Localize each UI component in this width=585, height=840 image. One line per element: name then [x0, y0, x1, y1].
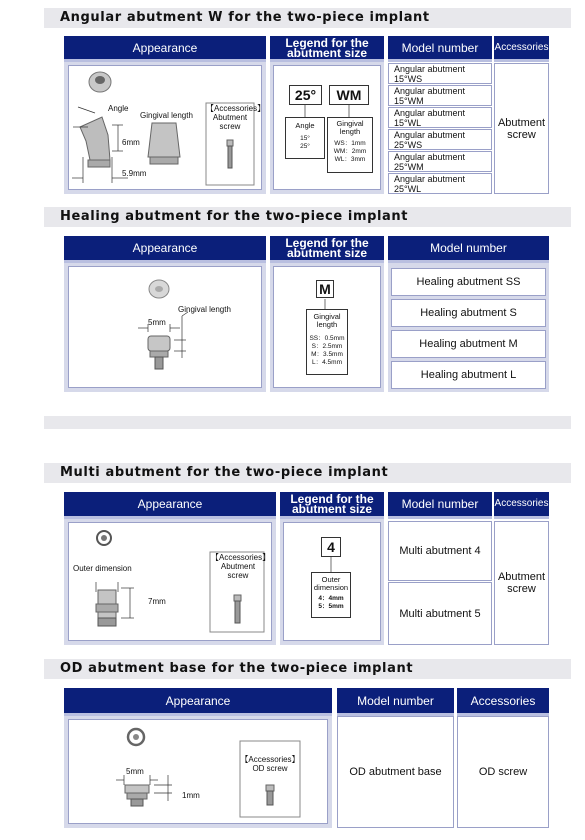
model-row: Healing abutment L [391, 361, 546, 389]
header-model: Model number [388, 492, 492, 519]
legend-outer-box [311, 572, 351, 618]
model-row: Multi abutment 4 [388, 521, 492, 581]
header-legend [270, 36, 384, 62]
legend-outer-title2: dimension [313, 583, 349, 592]
legend-gingival-box [306, 309, 348, 375]
label-5-9mm: 5.9mm [122, 169, 147, 178]
legend-symbol-angle: 25° [289, 85, 322, 105]
acc-line2: Abutment [220, 562, 256, 571]
model-row: Angular abutment 15°WM [388, 85, 492, 106]
label-1mm: 1mm [182, 791, 200, 800]
legend-angle-25: 25° [300, 143, 310, 150]
label-7mm: 7mm [148, 597, 166, 606]
label-gingival-length: Gingival length [140, 111, 193, 120]
label-outer-dimension: Outer dimension [73, 564, 132, 573]
section-title: Angular abutment W for the two-piece implant [60, 10, 430, 25]
section-title: Multi abutment for the two-piece implant [60, 465, 389, 480]
legend-gingival-box [327, 117, 373, 173]
acc-line1: 【Accessories】 [240, 755, 300, 764]
accessory-cell [494, 521, 549, 645]
legend-angle-15: 15° [300, 135, 310, 142]
model-od-abutment-base: OD abutment base [349, 766, 442, 778]
model-cell [337, 716, 454, 828]
accessories-box-label [206, 104, 266, 131]
legend-l: L：4.5mm [312, 359, 342, 366]
label-gingival-length: Gingival length [178, 305, 231, 314]
legend-gingival-title2: length [339, 127, 361, 136]
header-appearance: Appearance [64, 688, 332, 716]
header-legend-line2: abutment size [286, 45, 367, 60]
header-legend-line2: abutment size [286, 246, 367, 260]
model-row: Multi abutment 5 [388, 582, 492, 645]
legend-m: M：3.5mm [311, 351, 343, 358]
header-legend-line2: abutment size [291, 502, 372, 516]
acc-line2: Abutment [212, 113, 248, 122]
header-accessories: Accessories [494, 492, 549, 519]
legend-gingival-title2: length [316, 320, 338, 329]
acc-line3: screw [219, 122, 241, 131]
legend-ss: SS：0.5mm [309, 335, 345, 342]
label-5mm: 5mm [148, 318, 166, 327]
header-appearance: Appearance [64, 36, 266, 62]
acc-line1: 【Accessories】 [211, 553, 271, 562]
label-5mm: 5mm [126, 767, 144, 776]
header-model: Model number [388, 236, 549, 263]
model-row: Angular abutment 25°WM [388, 151, 492, 172]
acc-line3: screw [227, 571, 249, 580]
header-legend-line1: Legend for the [285, 35, 369, 50]
accessory-cell [494, 63, 549, 194]
multi-abutment-illustration [68, 522, 272, 641]
model-row: Healing abutment M [391, 330, 546, 358]
model-row: Angular abutment 15°WL [388, 107, 492, 128]
legend-angle-box [285, 117, 325, 159]
accessory-line1: Abutment [497, 571, 546, 583]
legend-angle-title: Angle [295, 121, 315, 130]
header-model: Model number [388, 36, 492, 62]
acc-line2: OD screw [252, 764, 288, 773]
legend-symbol: M [316, 280, 334, 298]
accessory-line1: Abutment [497, 116, 546, 129]
legend-symbol-gingival: WM [329, 85, 369, 105]
legend-wl: WL：3mm [334, 156, 366, 163]
legend-s: S：2.5mm [311, 343, 343, 350]
header-accessories: Accessories [494, 36, 549, 62]
model-row: Healing abutment SS [391, 268, 546, 296]
legend-gingival-title1: Gingival [313, 312, 341, 321]
section-title: OD abutment base for the two-piece implant [60, 661, 414, 676]
label-6mm: 6mm [122, 138, 140, 147]
accessory-line2: screw [507, 583, 536, 595]
legend-symbol: 4 [321, 537, 341, 557]
legend-4mm: 4：4mm [318, 595, 344, 602]
accessory-od-screw: OD screw [478, 766, 528, 778]
model-row: Angular abutment 25°WS [388, 129, 492, 150]
header-legend [270, 236, 384, 263]
legend-wm: WM：2mm [333, 148, 367, 155]
healing-abutment-illustration [68, 266, 262, 388]
header-legend-line1: Legend for the [285, 236, 369, 250]
accessory-line2: screw [507, 128, 536, 141]
acc-line1: 【Accessories】 [206, 104, 266, 113]
model-row: Angular abutment 25°WL [388, 173, 492, 194]
model-row: Angular abutment 15°WS [388, 63, 492, 84]
accessories-box-label [211, 553, 271, 580]
legend-ws: WS：1mm [334, 140, 366, 147]
header-appearance: Appearance [64, 236, 266, 263]
header-model: Model number [337, 688, 454, 716]
label-angle: Angle [108, 104, 129, 113]
legend-5mm: 5：5mm [318, 603, 344, 610]
model-row: Healing abutment S [391, 299, 546, 327]
header-accessories: Accessories [457, 688, 549, 716]
legend-gingival-title1: Gingival [336, 119, 364, 128]
header-appearance: Appearance [64, 492, 276, 519]
header-legend-line1: Legend for the [290, 492, 374, 506]
legend-outer-title1: Outer [321, 575, 341, 584]
section-title: Healing abutment for the two-piece implant [60, 209, 409, 224]
accessory-cell [457, 716, 549, 828]
separator-band [44, 416, 571, 429]
header-legend [280, 492, 384, 519]
accessories-box-label [240, 755, 300, 773]
